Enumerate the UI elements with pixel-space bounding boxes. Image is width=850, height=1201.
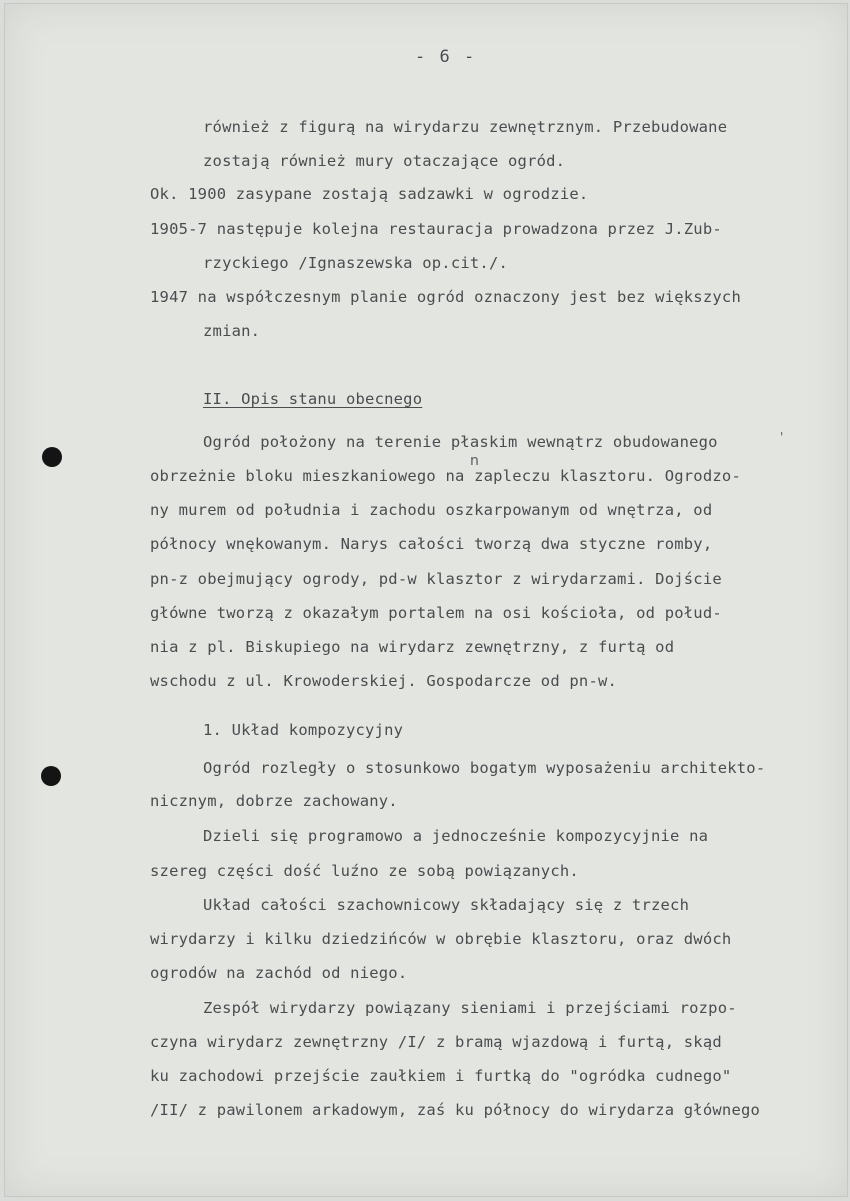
text-line: Ok. 1900 zasypane zostają sadzawki w ogrodzie.: [150, 185, 589, 203]
text-line: zostają również mury otaczające ogród.: [203, 152, 566, 170]
text-line: Ogród położony na terenie płaskim wewnątrz obudowanego: [203, 433, 718, 451]
text-line: Dzieli się programowo a jednocześnie kompozycyjnie na: [203, 827, 709, 845]
text-line: czyna wirydarz zewnętrzny /I/ z bramą wjazdową i furtą, skąd: [150, 1033, 722, 1051]
text-line: ku zachodowi przejście zaułkiem i furtką do "ogródka cudnego": [150, 1067, 732, 1085]
page-number: - 6 -: [415, 47, 477, 67]
text-line: ny murem od południa i zachodu oszkarpowanym od wnętrza, od: [150, 501, 713, 519]
subsection-heading: 1. Układ kompozycyjny: [203, 721, 404, 739]
text-line: pn-z obejmujący ogrody, pd-w klasztor z wirydarzami. Dojście: [150, 570, 722, 588]
margin-tick: ': [780, 430, 784, 444]
text-line: Ogród rozległy o stosunkowo bogatym wyposażeniu architekto-: [203, 759, 766, 777]
section-heading: II. Opis stanu obecnego: [203, 390, 423, 408]
text-line: nia z pl. Biskupiego na wirydarz zewnętrzny, z furtą od: [150, 638, 675, 656]
text-line: główne tworzą z okazałym portalem na osi kościoła, od połud-: [150, 604, 722, 622]
text-line: północy wnękowanym. Narys całości tworzą dwa styczne romby,: [150, 535, 713, 553]
text-line: 1947 na współczesnym planie ogród oznaczony jest bez większych: [150, 288, 741, 306]
text-line: wschodu z ul. Krowoderskiej. Gospodarcze od pn-w.: [150, 672, 618, 690]
text-line: szereg części dość luźno ze sobą powiązanych.: [150, 862, 579, 880]
text-line: 1905-7 następuje kolejna restauracja prowadzona przez J.Zub-: [150, 220, 722, 238]
text-line: rzyckiego /Ignaszewska op.cit./.: [203, 254, 509, 272]
text-line: również z figurą na wirydarzu zewnętrznym. Przebudowane: [203, 118, 728, 136]
text-line: ogrodów na zachód od niego.: [150, 964, 408, 982]
text-line: nicznym, dobrze zachowany.: [150, 792, 398, 810]
text-line: Układ całości szachownicowy składający się z trzech: [203, 896, 690, 914]
binder-hole: [41, 766, 61, 786]
document-page: [4, 3, 848, 1197]
handwritten-correction: n: [470, 453, 480, 469]
text-line: zmian.: [203, 322, 261, 340]
text-line: /II/ z pawilonem arkadowym, zaś ku północy do wirydarza głównego: [150, 1101, 761, 1119]
binder-hole: [42, 447, 62, 467]
text-line: wirydarzy i kilku dziedzińców w obrębie klasztoru, oraz dwóch: [150, 930, 732, 948]
text-line: obrzeżnie bloku mieszkaniowego na zapleczu klasztoru. Ogrodzo-: [150, 467, 741, 485]
text-line: Zespół wirydarzy powiązany sieniami i przejściami rozpo-: [203, 999, 737, 1017]
